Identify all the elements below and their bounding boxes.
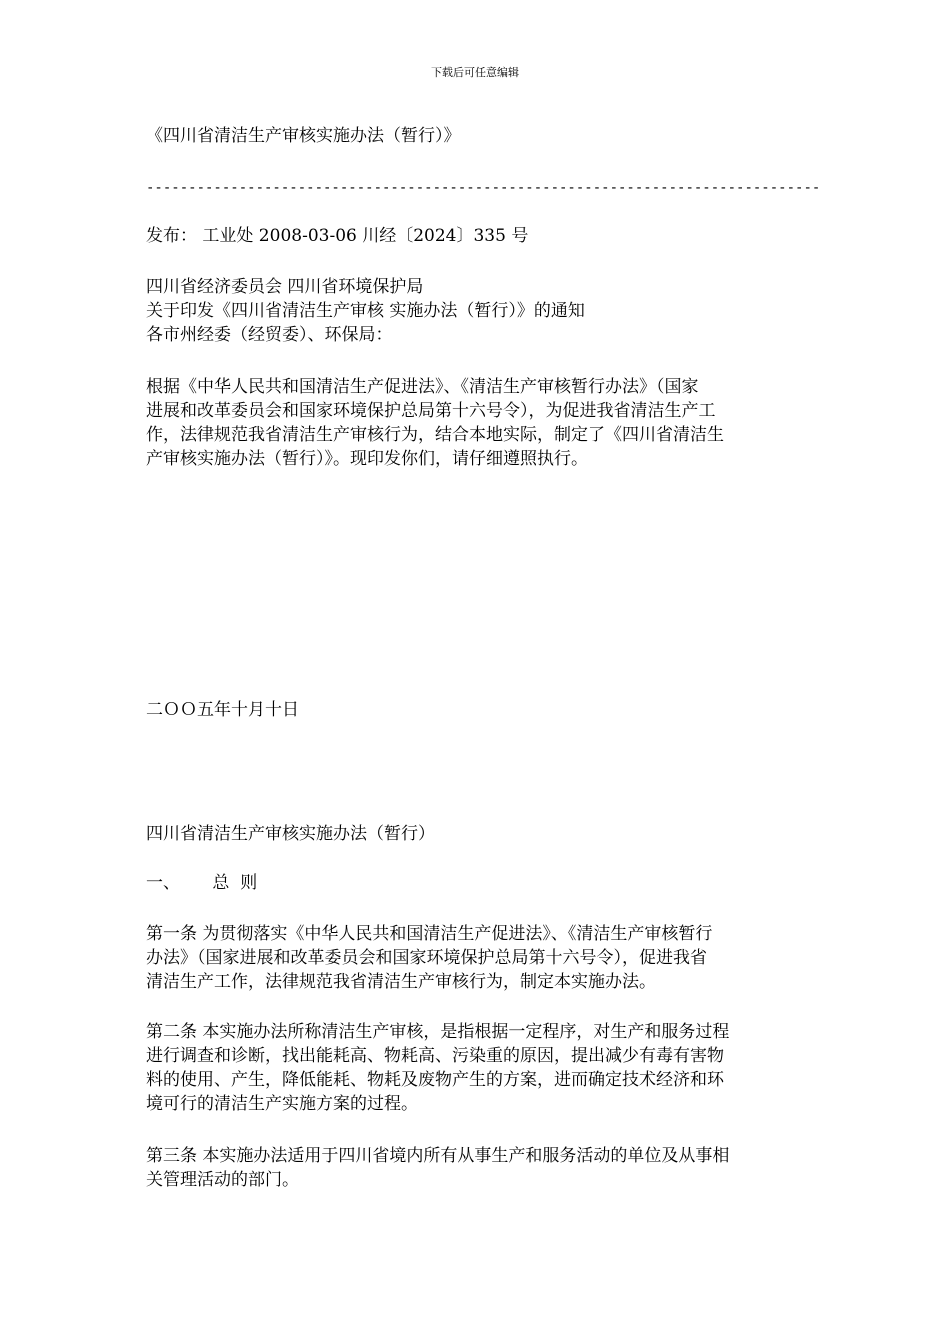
paragraph-line: 作，法律规范我省清洁生产审核行为，结合本地实际，制定了《四川省清洁生 — [146, 425, 724, 445]
notice-header — [146, 275, 808, 347]
document-title: 《四川省清洁生产审核实施办法（暂行）》 — [146, 126, 461, 146]
separator-line: -------------------------------------------------------------------------------- — [146, 180, 821, 196]
issuing-authorities: 四川省经济委员会 四川省环境保护局 — [146, 277, 424, 297]
paragraph-line: 进展和改革委员会和国家环境保护总局第十六号令），为促进我省清洁生产工 — [146, 401, 716, 421]
paragraph-line: 产审核实施办法（暂行）》。现印发你们，请仔细遵照执行。 — [146, 449, 588, 469]
issue-date: 二ＯＯ五年十月十日 — [146, 700, 299, 720]
paragraph-line: 第一条 为贯彻落实《中华人民共和国清洁生产促进法》、《清洁生产审核暂行 — [146, 924, 713, 944]
page-header-note: 下载后可任意编辑 — [431, 66, 519, 79]
paragraph-line: 进行调查和诊断，找出能耗高、物耗高、污染重的原因，提出减少有毒有害物 — [146, 1046, 724, 1066]
paragraph-line: 料的使用、产生，降低能耗、物耗及废物产生的方案，进而确定技术经济和环 — [146, 1070, 724, 1090]
recipients: 各市州经委（经贸委）、环保局： — [146, 325, 393, 345]
paragraph-line: 根据《中华人民共和国清洁生产促进法》、《清洁生产审核暂行办法》（国家 — [146, 377, 699, 397]
paragraph-line: 第二条 本实施办法所称清洁生产审核，是指根据一定程序，对生产和服务过程 — [146, 1022, 730, 1042]
paragraph-line: 关管理活动的部门。 — [146, 1170, 299, 1190]
article-3 — [146, 1144, 808, 1192]
paragraph-line: 办法》（国家进展和改革委员会和国家环境保护总局第十六号令），促进我省 — [146, 948, 707, 968]
paragraph-line: 境可行的清洁生产实施方案的过程。 — [146, 1094, 418, 1114]
article-2 — [146, 1020, 808, 1116]
section-title: 四川省清洁生产审核实施办法（暂行） — [146, 824, 435, 844]
publish-info: 发布： 工业处 2008-03-06 川经〔2024〕335 号 — [146, 226, 529, 246]
intro-paragraph — [146, 375, 808, 471]
paragraph-line: 第三条 本实施办法适用于四川省境内所有从事生产和服务活动的单位及从事相 — [146, 1146, 730, 1166]
article-1 — [146, 922, 808, 994]
notice-title: 关于印发《四川省清洁生产审核 实施办法（暂行）》的通知 — [146, 301, 585, 321]
paragraph-line: 清洁生产工作，法律规范我省清洁生产审核行为，制定本实施办法。 — [146, 972, 656, 992]
chapter-heading: 一、 总 则 — [146, 873, 258, 893]
